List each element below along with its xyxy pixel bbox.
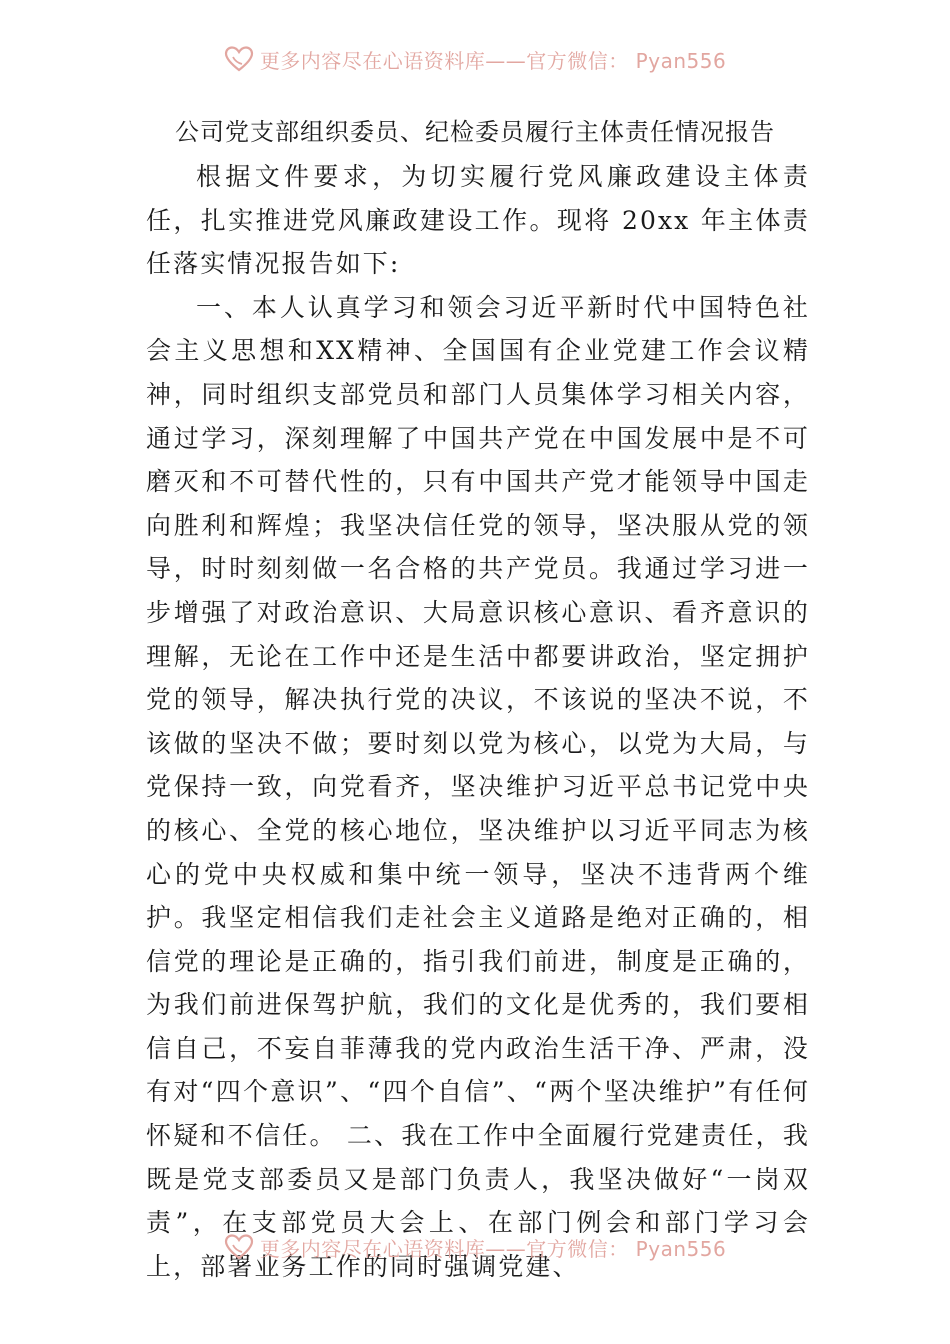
heart-logo-icon [224, 1234, 254, 1260]
document-title: 公司党支部组织委员、纪检委员履行主体责任情况报告 [175, 118, 775, 146]
header-watermark [0, 44, 950, 74]
paragraph-section-one: 一、本人认真学习和领会习近平新时代中国特色社会主义思想和XX精神、全国国有企业党建工作会议精神，同时组织支部党员和部门人员集体学习相关内容，通过学习，深刻理解了中国共产党在中国发展中是不可磨灭和不可替代性的，只有中国共产党才能领导中国走向胜利和辉煌；我坚决信任党的领导，坚决服从党的领导，时时刻刻做一名合格的共产党员。我通过学习进一步增强了对政治意识、大局意识核心意识、看齐意识的理解，无论在工作中还是生活中都要讲政治，坚定拥护党的领导，解决执行党的决议，不该说的坚决不说，不该做的坚决不做；要时刻以党为核心，以党为大局，与党保持一致，向党看齐，坚决维护习近平总书记党中央的核心、全党的核心地位，坚决维护以习近平同志为核心的党中央权威和集中统一领导，坚决不违背两个维护。我坚定相信我们走社会主义道路是绝对正确的，相信党的理论是正确的，指引我们前进，制度是正确的，为我们前进保驾护航，我们的文化是优秀的，我们要相信自己，不妄自菲薄我的党内政治生活干净、严肃，没有对“四个意识”、“四个自信”、“两个坚决维护”有任何怀疑和不信任。 二、我在工作中全面履行党建责任，我既是党支部委员又是部门负责人，我坚决做好“一岗双责”，在支部党员大会上、在部门例会和部门学习会上，部署业务工作的同时强调党建、 [146, 292, 810, 1281]
watermark-text: 更多内容尽在心语资料库——官方微信： Pyan556 [259, 1236, 727, 1261]
watermark-text: 更多内容尽在心语资料库——官方微信： Pyan556 [259, 48, 727, 73]
footer-watermark [0, 1232, 950, 1262]
document-body [146, 155, 810, 1288]
heart-logo-icon [224, 46, 254, 72]
paragraph-intro: 根据文件要求，为切实履行党风廉政建设主体责任，扎实推进党风廉政建设工作。现将 20xx 年主体责任落实情况报告如下: [146, 162, 810, 279]
